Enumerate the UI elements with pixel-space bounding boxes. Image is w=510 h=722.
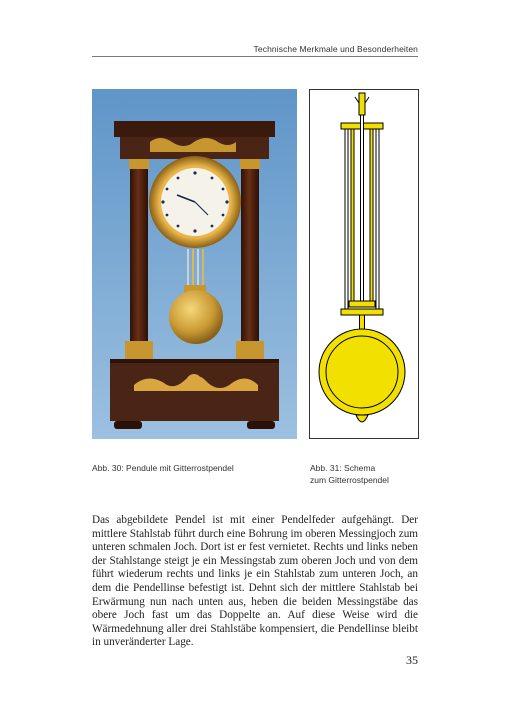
body-paragraph: Das abgebildete Pendel ist mit einer Pendelfeder aufgehängt. Der mittlere Stahlstab führt durch eine Bohrung im oberen Messingjoch zum unteren schmalen Joch. Dort ist er fest vernietet. Rechts und links neben der Stahlstange steigt je ein Messingstab zum oberen Joch und von dem führt wiederum rechts und links je ein Stahlstab zum unteren Joch, an dem die Pendellinse befestigt ist. Dehnt sich der mittlere Stahlstab bei Erwärmung nun nach unten aus, heben die beiden Messingstäbe das obere Joch fast um das Doppelte an. Auf diese Weise wird die Wärmedehnung aller drei Stahlstäbe kompensiert, die Pendellinse bleibt in unveränderter Lage. bbox=[92, 514, 418, 649]
cornice bbox=[114, 121, 275, 137]
gridiron-schema bbox=[309, 89, 419, 439]
figure-30-caption: Abb. 30: Pendule mit Gitterrostpendel bbox=[92, 463, 234, 473]
header-rule bbox=[92, 56, 418, 57]
lower-small-yoke bbox=[349, 301, 375, 307]
lower-yoke bbox=[341, 309, 383, 315]
figure-31-caption-line1: Abb. 31: Schema bbox=[310, 463, 376, 473]
pendulum-bob bbox=[169, 290, 223, 344]
running-header: Technische Merkmale und Besonderheiten bbox=[253, 44, 418, 54]
figure-31-caption bbox=[310, 462, 420, 486]
figure-31-caption-line2: zum Gitterrostpendel bbox=[310, 475, 389, 485]
page-number: 35 bbox=[406, 653, 418, 667]
clock-photo bbox=[92, 89, 297, 439]
